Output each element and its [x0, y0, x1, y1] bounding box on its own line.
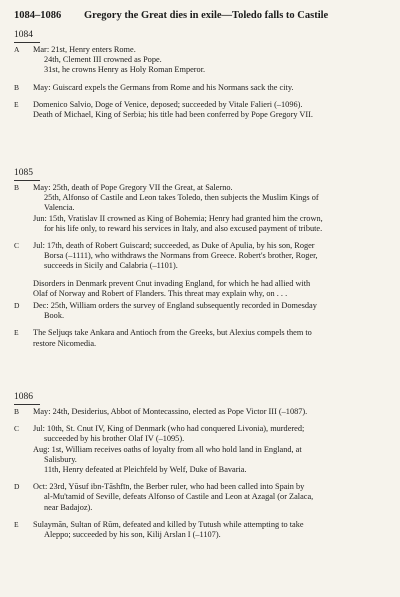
entry-line: The Seljuqs take Ankara and Antioch from the Greeks, but Alexius compels them to [33, 328, 312, 338]
year-rule [14, 42, 40, 43]
entry [14, 279, 388, 299]
year-heading: 1086 [14, 392, 33, 402]
entry-line: Aug: 1st, William receives oaths of loyalty from all who hold land in England, at [33, 444, 302, 454]
year-section-1086 [14, 392, 388, 547]
entry-letter: C [14, 241, 20, 251]
entry [14, 83, 388, 93]
entry-line: 11th, Henry defeated at Pleichfeld by Welf, Duke of Bavaria. [44, 465, 247, 475]
entry [14, 45, 388, 76]
entry-line: May: Guiscard expels the Germans from Rome and his Normans sack the city. [33, 82, 294, 92]
entry-line: May: 25th, death of Pope Gregory VII the Great, at Salerno. [33, 183, 233, 192]
entry-line: Sulaymān, Sultan of Rūm, defeated and killed by Tutush while attempting to take [33, 519, 304, 529]
entry-line: Mar: 21st, Henry enters Rome. [33, 45, 136, 54]
year-rule [14, 404, 40, 405]
entry-line: near Badajoz). [44, 502, 93, 512]
entry [14, 241, 388, 272]
entry [14, 328, 388, 348]
entry-line: Salisbury. [44, 454, 77, 464]
entry [14, 407, 388, 417]
year-range: 1084–1086 [14, 10, 62, 21]
year-section-1085 [14, 168, 388, 356]
year-section-1084 [14, 30, 388, 127]
entry-letter: D [14, 482, 20, 492]
entry [14, 100, 388, 120]
entry-line: succeeds in Sicily and Calabria (–1101). [44, 261, 178, 271]
entry-line: 24th, Clement III crowned as Pope. [44, 55, 162, 65]
entry-letter: B [14, 183, 20, 192]
entry-letter: E [14, 99, 19, 109]
entry-line: Jun: 15th, Vratislav II crowned as King of Bohemia; Henry had granted him the crown, [33, 213, 323, 223]
entry-line: Aleppo; succeeded by his son, Kilij Arslan I (–1107). [44, 530, 221, 540]
entry-line: Valencia. [44, 203, 75, 213]
entry-line: Jul: 17th, death of Robert Guiscard; succeeded, as Duke of Apulia, by his son, Roger [33, 241, 315, 251]
entry-line: Jul: 10th, St. Cnut IV, King of Denmark (who had conquered Livonia), murdered; [33, 424, 305, 434]
entry-line: May: 24th, Desiderius, Abbot of Montecassino, elected as Pope Victor III (–1087). [33, 407, 308, 416]
entry-line: for his life only, to reward his services in Italy, and also excused payment of tribute. [44, 223, 323, 233]
entry-letter: B [14, 407, 20, 416]
page-title: Gregory the Great dies in exile—Toledo falls to Castile [84, 10, 329, 21]
entry-line: Borsa (–1111), who withdraws the Normans from Greece. Robert's brother, Roger, [44, 251, 318, 261]
entry [14, 482, 388, 513]
entry [14, 424, 388, 475]
entry-line: Oct: 23rd, Yūsuf ibn-Tāshfīn, the Berber ruler, who had been called into Spain by [33, 482, 305, 492]
entry-letter: E [14, 328, 19, 338]
entry [14, 520, 388, 540]
entry-letter: A [14, 45, 20, 54]
year-heading: 1085 [14, 168, 33, 178]
entry-line: Dec: 25th, William orders the survey of England subsequently recorded in Domesday [33, 301, 317, 311]
entry-letter: C [14, 424, 20, 434]
entry-line: succeeded by his brother Olaf IV (–1095). [44, 434, 185, 444]
entry-line: Disorders in Denmark prevent Cnut invading England, for which he had allied with [33, 278, 311, 288]
entry-line: Death of Michael, King of Serbia; his title had been conferred by Pope Gregory VII. [33, 110, 314, 120]
entry-line: Book. [44, 311, 65, 321]
entry-letter: D [14, 301, 20, 311]
entry-line: 25th, Alfonso of Castile and Leon takes Toledo, then subjects the Muslim Kings of [44, 193, 319, 203]
entry-line: restore Nicomedia. [33, 338, 97, 348]
entry-line: Domenico Salvio, Doge of Venice, deposed; succeeded by Vitale Falieri (–1096). [33, 99, 303, 109]
entry-line: al-Mu'tamid of Seville, defeats Alfonso of Castile and Leon at Azagal (or Zalaca, [44, 492, 314, 502]
entry-letter: E [14, 519, 19, 529]
year-heading: 1084 [14, 30, 33, 40]
entry-line: Olaf of Norway and Robert of Flanders. This threat may explain why, on . . . [33, 288, 288, 298]
entry-line: 31st, he crowns Henry as Holy Roman Emperor. [44, 65, 206, 75]
year-rule [14, 180, 40, 181]
entry [14, 183, 388, 234]
entry [14, 301, 388, 321]
entry-letter: B [14, 82, 20, 92]
